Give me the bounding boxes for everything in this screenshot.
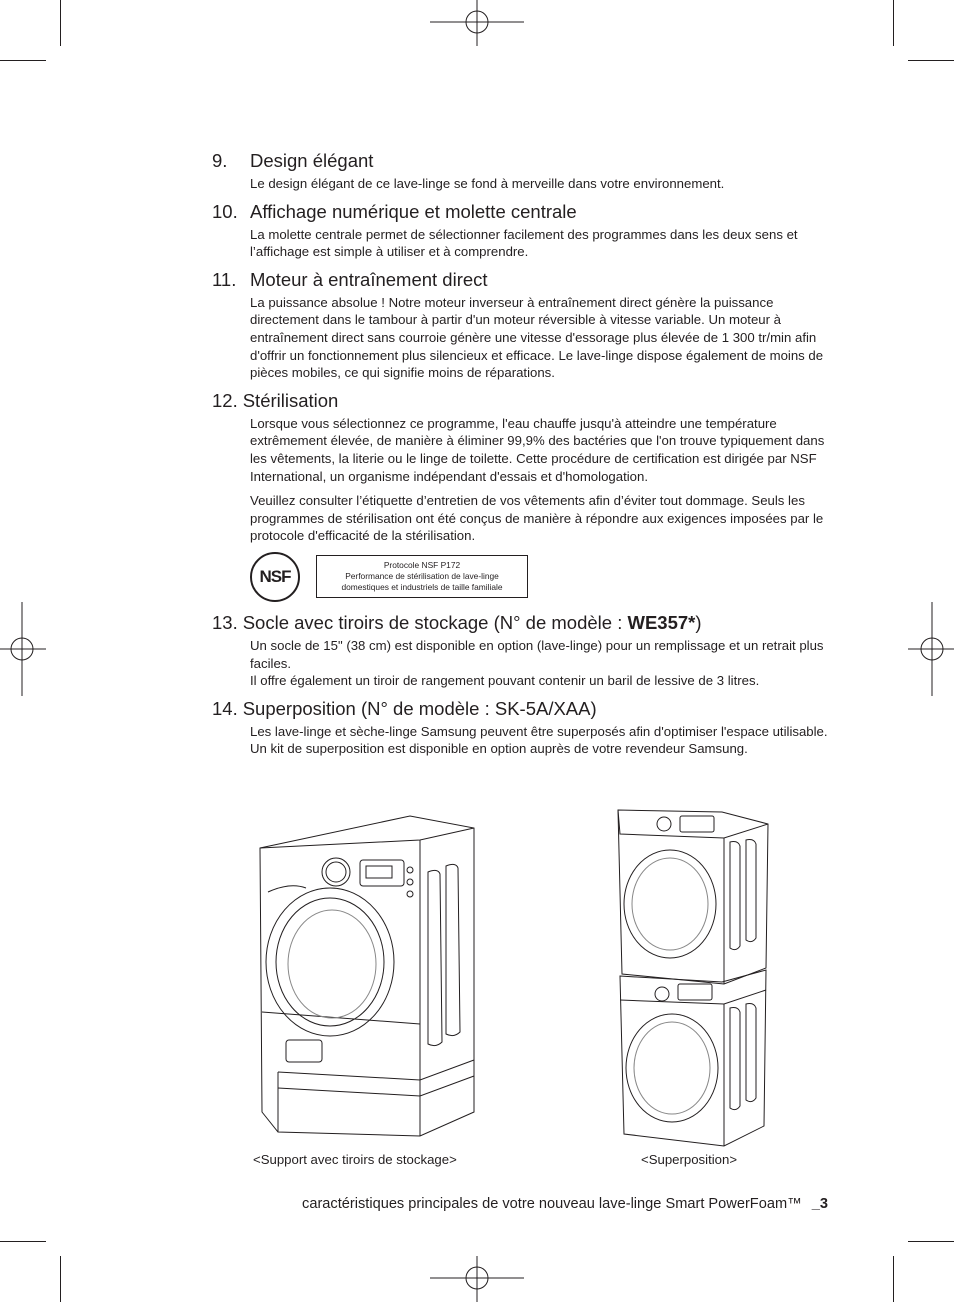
section-heading — [212, 390, 832, 412]
crop-mark — [893, 1256, 894, 1302]
section-heading — [212, 269, 832, 291]
section-number: 13. — [212, 611, 238, 633]
section-motor — [212, 269, 832, 382]
section-title: Affichage numérique et molette centrale — [250, 200, 577, 222]
section-title — [243, 612, 702, 634]
registration-mark-icon — [430, 0, 524, 46]
crop-mark — [60, 1256, 61, 1302]
paragraph: Un socle de 15" (38 cm) est disponible en option (lave-linge) pour un remplissage et un retrait plus faciles. — [250, 637, 824, 671]
model-number: WE357* — [627, 611, 696, 633]
section-number: 12. — [212, 389, 238, 411]
section-number: 14. — [212, 697, 238, 719]
registration-mark-icon — [430, 1256, 524, 1302]
page-number: _3 — [811, 1196, 828, 1212]
section-display — [212, 201, 832, 261]
section-body — [250, 226, 830, 261]
section-stacking — [212, 698, 832, 758]
crop-mark — [908, 60, 954, 61]
nsf-line: Protocole NSF P172 — [383, 560, 461, 571]
section-title: Superposition (N° de modèle : SK-5A/XAA) — [242, 697, 597, 719]
paragraph: Veuillez consulter l’étiquette d’entretien de vos vêtements afin d’éviter tout dommage. Seuls les programmes de stérilisation ont été conçus de manière à répondre aux exigences imposées par le protocole d'efficacité de la stérilisation. — [250, 493, 824, 544]
crop-mark — [0, 1241, 46, 1242]
paragraph: Le design élégant de ce lave-linge se fond à merveille dans votre environnement. — [250, 176, 725, 191]
section-heading — [212, 150, 832, 172]
registration-mark-icon — [0, 602, 46, 696]
section-title: Moteur à entraînement direct — [250, 268, 488, 290]
section-body — [250, 294, 830, 382]
caption-pedestal: <Support avec tiroirs de stockage> — [253, 1152, 457, 1167]
footer-text: caractéristiques principales de votre nouveau lave-linge Smart PowerFoam™ — [302, 1196, 802, 1212]
section-title: Stérilisation — [242, 389, 339, 411]
section-body — [250, 723, 830, 758]
paragraph: Il offre également un tiroir de rangement pouvant contenir un baril de lessive de 3 litres. — [250, 673, 760, 689]
caption-stacking: <Superposition> — [641, 1152, 738, 1167]
section-body — [250, 415, 830, 545]
crop-mark — [908, 1241, 954, 1242]
title-text: Socle avec tiroirs de stockage (N° de modèle : — [242, 611, 628, 633]
section-number: 9. — [212, 150, 228, 171]
section-title: Design élégant — [250, 150, 374, 171]
title-text-end: ) — [695, 611, 702, 633]
crop-mark — [893, 0, 894, 46]
washer-pedestal-illustration — [250, 812, 480, 1142]
section-sterilisation — [212, 390, 832, 602]
paragraph: La puissance absolue ! Notre moteur inverseur à entraînement direct génère la puissance directement dans le tambour à partir d'un moteur réversible à vitesse variable. Un moteur à entraînement direct sans courroie génère une vitesse d'essorage plus élevée de 1 300 tr/min afin d'offrir un fonctionnement plus silencieux et efficace. Le lave-linge dispose également de moins de pièces mobiles, ce qui signifie moins de réparations. — [250, 294, 824, 381]
section-design — [212, 150, 832, 193]
paragraph: Les lave-linge et sèche-linge Samsung peuvent être superposés afin d'optimiser l'espace utilisable. Un kit de superposition est disponible en option auprès de votre revendeur Samsung. — [250, 723, 828, 757]
page-footer — [302, 1196, 828, 1212]
crop-mark — [0, 60, 46, 61]
stacked-units-illustration — [612, 806, 772, 1148]
nsf-line: domestiques et industriels de taille familiale — [341, 582, 503, 592]
section-body — [250, 637, 830, 690]
nsf-logo: NSF — [250, 552, 300, 602]
nsf-line: Performance de stérilisation de lave-linge — [345, 571, 499, 582]
section-heading — [212, 612, 832, 634]
registration-mark-icon — [908, 602, 954, 696]
crop-mark — [60, 0, 61, 46]
section-heading — [212, 698, 832, 720]
section-number: 11. — [212, 268, 237, 290]
feature-list — [212, 150, 832, 766]
section-number: 10. — [212, 200, 238, 222]
section-heading — [212, 201, 832, 223]
section-pedestal — [212, 612, 832, 690]
section-body — [250, 175, 830, 193]
paragraph: Lorsque vous sélectionnez ce programme, l'eau chauffe jusqu'à atteindre une température extrêmement élevée, de manière à éliminer 99,9% des bactéries que l'on trouve typiquement dans les vêtements, la literie ou le linge de toilette. Cette procédure de certification est dirigée par NSF International, un organisme indépendant d'essais et d'homologation. — [250, 415, 825, 484]
nsf-protocol-box — [316, 555, 528, 598]
nsf-certification — [250, 552, 832, 602]
paragraph: La molette centrale permet de sélectionner facilement des programmes dans les deux sens et l’affichage est simple à utiliser et à comprendre. — [250, 226, 798, 260]
